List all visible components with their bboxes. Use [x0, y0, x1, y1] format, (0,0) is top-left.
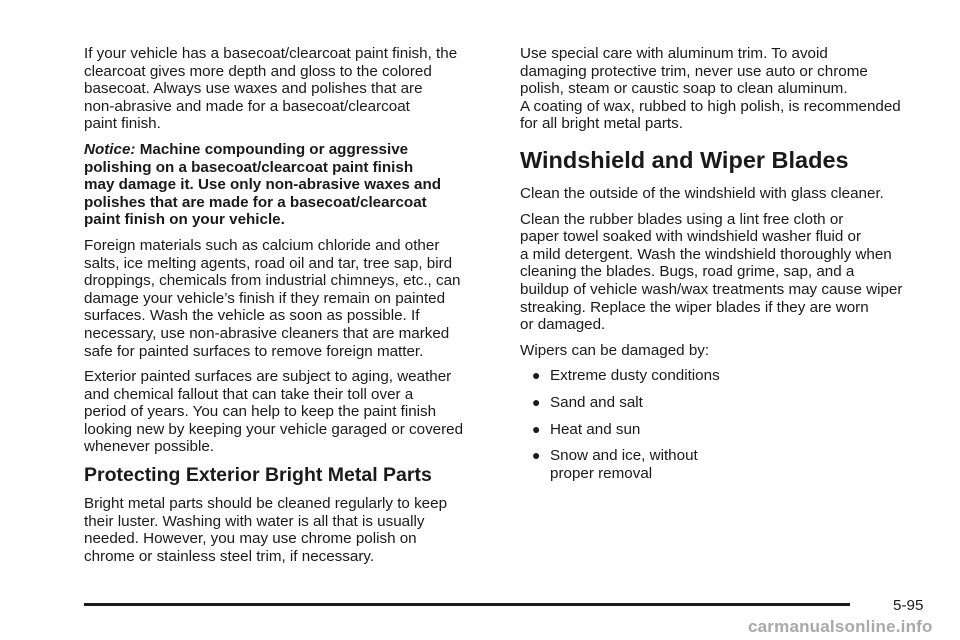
bullet-icon: ●	[532, 447, 541, 464]
notice-text: Machine compounding or aggressive polishing on a basecoat/clearcoat paint finish may damage it. Use only non-abrasive waxes and polishes that are made for a basecoat/clearcoat paint finish on your vehicle.	[84, 140, 442, 229]
windshield-clean-paragraph: Clean the outside of the windshield with glass cleaner.	[520, 184, 884, 202]
list-item-text: Heat and sun	[550, 420, 641, 438]
list-item	[520, 421, 930, 439]
wipers-damaged-paragraph: Wipers can be damaged by:	[520, 341, 710, 359]
bullet-icon: ●	[532, 393, 541, 410]
footer-rule	[84, 603, 850, 606]
bright-metal-heading: Protecting Exterior Bright Metal Parts	[84, 464, 432, 487]
foreign-materials-paragraph: Foreign materials such as calcium chloride and other salts, ice melting agents, road oil and tar, tree sap, bird droppings, chemicals from industrial chimneys, etc., can damage your vehicle’s finish if they remain on painted surfaces. Wash the vehicle as soon as possible. If necessary, use non-abrasive cleaners that are marked safe for painted surfaces to remove foreign matter.	[84, 236, 461, 360]
page-number: 5-95	[893, 597, 924, 614]
basecoat-paragraph: If your vehicle has a basecoat/clearcoat paint finish, the clearcoat gives more depth and gloss to the colored basecoat. Always use waxes and polishes that are non-abrasive and made for a basecoat/clearcoat paint finish.	[84, 45, 458, 133]
right-column	[520, 45, 930, 491]
list-item-text: Extreme dusty conditions	[550, 367, 720, 385]
bullet-icon: ●	[532, 420, 541, 437]
watermark: carmanualsonline.info	[748, 617, 933, 636]
aluminum-trim-paragraph: Use special care with aluminum trim. To avoid damaging protective trim, never use auto or chrome polish, steam or caustic soap to clean aluminum. A coating of wax, rubbed to high polish, is recommended for all bright metal parts.	[520, 45, 901, 133]
left-column	[84, 45, 496, 573]
bullet-icon: ●	[532, 367, 541, 384]
list-item	[520, 367, 930, 385]
list-item	[520, 394, 930, 412]
bright-metal-paragraph: Bright metal parts should be cleaned regularly to keep their luster. Washing with water is all that is usually needed. However, you may use chrome polish on chrome or stainless steel trim, if necessary.	[84, 495, 448, 565]
exterior-surfaces-paragraph: Exterior painted surfaces are subject to aging, weather and chemical fallout that can take their toll over a period of years. You can help to keep the paint finish looking new by keeping your vehicle garaged or covered whenever possible.	[84, 368, 464, 456]
wiper-damage-list	[520, 367, 930, 482]
list-item	[520, 447, 930, 482]
list-item-text: Sand and salt	[550, 393, 643, 411]
notice-label: Notice:	[84, 140, 136, 158]
notice-paragraph	[84, 141, 496, 229]
windshield-heading: Windshield and Wiper Blades	[520, 146, 849, 173]
list-item-text: Snow and ice, without proper removal	[550, 447, 698, 482]
rubber-blades-paragraph: Clean the rubber blades using a lint free cloth or paper towel soaked with windshield washer fluid or a mild detergent. Wash the windshield thoroughly when cleaning the blades. Bugs, road grime, sap, and a buildup of vehicle wash/wax treatments may cause wiper streaking. Replace the wiper blades if they are worn or damaged.	[520, 210, 903, 334]
